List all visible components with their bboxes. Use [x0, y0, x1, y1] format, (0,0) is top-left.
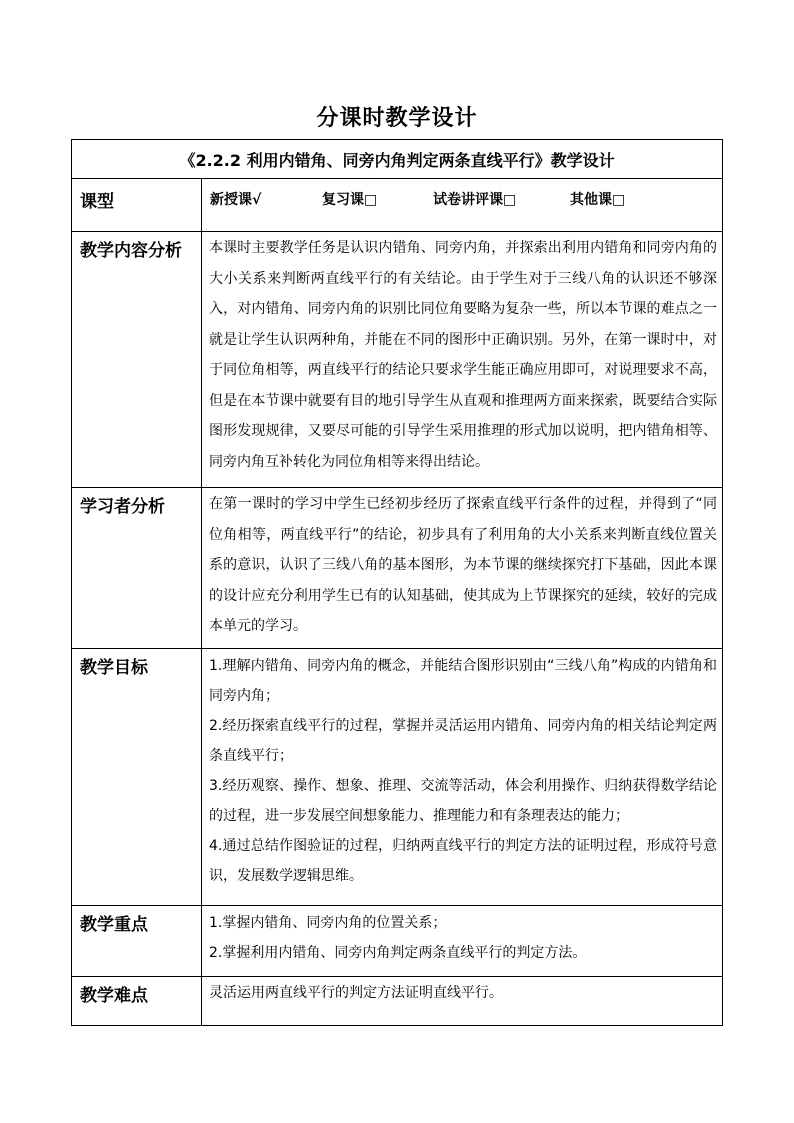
lesson-design-table [71, 139, 723, 1026]
learner-analysis-text: 在第一课时的学习中学生已经初步经历了探索直线平行条件的过程，并得到了“同位角相等，两直线平行”的结论，初步具有了利用角的大小关系来判断直线位置关系的意识，认识了三线八角的基本图形，为本节课的继续探究打下基础，因此本课的设计应充分利用学生已有的认知基础，使其成为上节课探究的延续，较好的完成本单元的学习。 [209, 496, 718, 634]
learner-analysis-label: 学习者分析 [72, 488, 202, 649]
teaching-goal-item: 3.经历观察、操作、想象、推理、交流等活动，体会利用操作、归纳获得数学结论的过程，进一步发展空间想象能力、推理能力和有条理表达的能力； [209, 778, 718, 824]
lesson-type-option-new[interactable]: 新授课√ [210, 192, 262, 208]
teaching-goals-cell [202, 649, 723, 906]
difficulty-row [72, 977, 723, 1026]
lesson-type-options [202, 179, 723, 232]
content-analysis-text: 本课时主要教学任务是认识内错角、同旁内角，并探索出利用内错角和同旁内角的大小关系来判断两直线平行的有关结论。由于学生对于三线八角的认识还不够深入，对内错角、同旁内角的识别比同位角要略为复杂一些，所以本节课的难点之一就是让学生认识两种角，并能在不同的图形中正确识别。另外，在第一课时中，对于同位角相等，两直线平行的结论只要求学生能正确应用即可，对说理要求不高，但是在本节课中就要有目的地引导学生从直观和推理两方面来探索，既要结合实际图形发现规律，又要尽可能的引导学生采用推理的形式加以说明，把内错角相等、同旁内角互补转化为同位角相等来得出结论。 [209, 240, 718, 470]
key-points-cell [202, 906, 723, 977]
lesson-type-option-exam-review[interactable]: 试卷讲评课□ [433, 192, 517, 208]
difficulty-text: 灵活运用两直线平行的判定方法证明直线平行。 [209, 985, 503, 1001]
learner-analysis-row [72, 488, 723, 649]
teaching-goals-label: 教学目标 [72, 649, 202, 906]
page-title: 分课时教学设计 [316, 106, 478, 131]
difficulty-cell [202, 977, 723, 1026]
teaching-goal-item: 1.理解内错角、同旁内角的概念，并能结合图形识别由“三线八角”构成的内错角和同旁内角； [209, 658, 718, 704]
content-analysis-row [72, 232, 723, 488]
teaching-goals-row [72, 649, 723, 906]
lesson-type-option-review[interactable]: 复习课□ [322, 192, 378, 208]
difficulty-label: 教学难点 [72, 977, 202, 1026]
key-points-label: 教学重点 [72, 906, 202, 977]
lesson-type-option-other[interactable]: 其他课□ [570, 192, 626, 208]
content-analysis-label: 教学内容分析 [72, 232, 202, 488]
teaching-goal-item: 4.通过总结作图验证的过程，归纳两直线平行的判定方法的证明过程，形成符号意识，发展数学逻辑思维。 [209, 838, 718, 884]
lesson-title: 《2.2.2 利用内错角、同旁内角判定两条直线平行》教学设计 [72, 140, 723, 179]
key-points-row [72, 906, 723, 977]
lesson-type-row [72, 179, 723, 232]
content-analysis-cell [202, 232, 723, 488]
teaching-goal-item: 2.经历探索直线平行的过程，掌握并灵活运用内错角、同旁内角的相关结论判定两条直线平行； [209, 718, 718, 764]
learner-analysis-cell [202, 488, 723, 649]
key-point-item: 2.掌握利用内错角、同旁内角判定两条直线平行的判定方法。 [209, 945, 587, 961]
lesson-type-label: 课型 [72, 179, 202, 232]
lesson-title-row [72, 140, 723, 179]
key-point-item: 1.掌握内错角、同旁内角的位置关系； [209, 915, 447, 931]
